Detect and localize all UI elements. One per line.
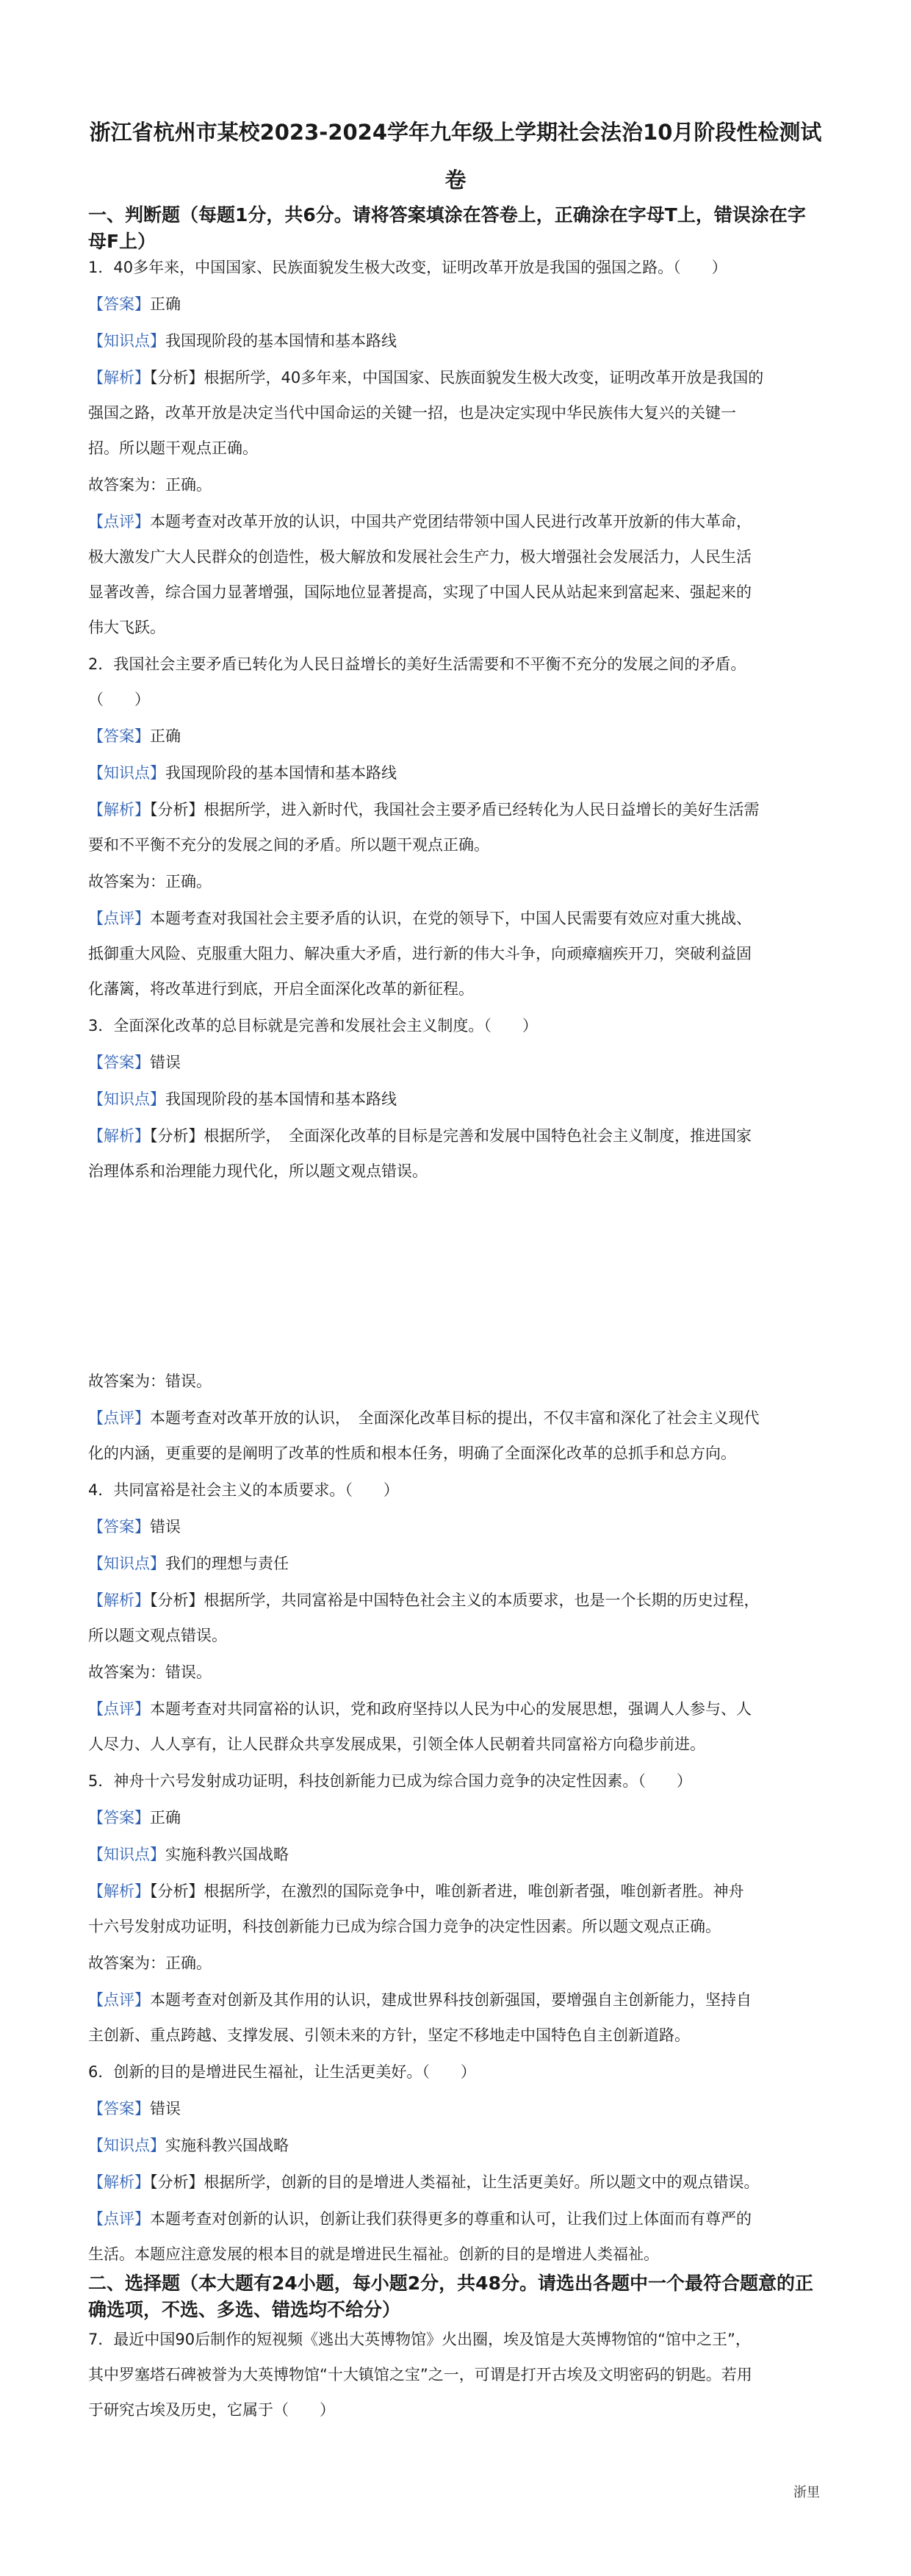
- comment-text: 本题考查对改革开放的认识，中国共产党团结带领中国人民进行改革开放新的伟大革命，: [150, 513, 752, 530]
- answer-line: [88, 2091, 823, 2126]
- knowledge-value: 实施科教兴国战略: [165, 1846, 289, 1863]
- answer-value: 正确: [150, 295, 181, 313]
- knowledge-tag: 【知识点】: [88, 764, 165, 782]
- comment-tag: 【点评】: [88, 513, 150, 530]
- knowledge-line: [88, 1082, 823, 1117]
- question-1: 1．40多年来，中国国家、民族面貌发生极大改变，证明改革开放是我国的强国之路。（ ）: [88, 259, 727, 276]
- answer-line: [88, 1045, 823, 1080]
- analysis-tag: 【解析】: [88, 801, 150, 819]
- comment-line: [88, 2201, 823, 2237]
- question-7: 7．最近中国90后制作的短视频《逃出大英博物馆》火出圈，埃及馆是大英博物馆的“馆中之王”，: [88, 2331, 751, 2348]
- analysis-text: 治理体系和治理能力现代化，所以题文观点错误。: [88, 1162, 428, 1180]
- knowledge-tag: 【知识点】: [88, 1555, 165, 1572]
- document-title-line2: 卷: [444, 168, 467, 193]
- question-6: 6．创新的目的是增进民生福祉，让生活更美好。（ ）: [88, 2063, 476, 2081]
- analysis-tag: 【解析】: [88, 1127, 150, 1145]
- answer-tag: 【答案】: [88, 727, 150, 745]
- comment-text: 抵御重大风险、克服重大阻力、解决重大矛盾，进行新的伟大斗争，向顽瘴痼疾开刀，突破利益固: [88, 945, 752, 963]
- analysis-line: [88, 1118, 823, 1154]
- analysis-text: 十六号发射成功证明，科技创新能力已成为综合国力竞争的决定性因素。所以题文观点正确。: [88, 1918, 721, 1935]
- comment-tag: 【点评】: [88, 910, 150, 927]
- knowledge-value: 我国现阶段的基本国情和基本路线: [165, 1090, 397, 1108]
- analysis-text: 招。所以题干观点正确。: [88, 439, 258, 457]
- comment-text: 本题考查对我国社会主要矛盾的认识，在党的领导下，中国人民需要有效应对重大挑战、: [150, 910, 752, 927]
- comment-text: 本题考查对创新及其作用的认识，建成世界科技创新强国，要增强自主创新能力，坚持自: [150, 1991, 752, 2009]
- analysis-line: [88, 360, 823, 395]
- comment-text: 生活。本题应注意发展的根本目的就是增进民生福祉。创新的目的是增进人类福祉。: [88, 2245, 659, 2263]
- knowledge-tag: 【知识点】: [88, 2137, 165, 2154]
- conclusion: 故答案为：正确。: [88, 1954, 212, 1972]
- answer-value: 正确: [150, 727, 181, 745]
- comment-text: 本题考查对创新的认识，创新让我们获得更多的尊重和认可，让我们过上体面而有尊严的: [150, 2210, 752, 2228]
- analysis-text: 所以题文观点错误。: [88, 1627, 227, 1644]
- analysis-text: 强国之路，改革开放是决定当代中国命运的关键一招，也是决定实现中华民族伟大复兴的关键一: [88, 404, 736, 422]
- question-5: 5．神舟十六号发射成功证明，科技创新能力已成为综合国力竞争的决定性因素。（ ）: [88, 1772, 692, 1790]
- analysis-text: 【分析】根据所学， 全面深化改革的目标是完善和发展中国特色社会主义制度，推进国家: [150, 1127, 752, 1145]
- analysis-line: [88, 2165, 823, 2200]
- analysis-text: 【分析】根据所学，创新的目的是增进人类福祉，让生活更美好。所以题文中的观点错误。: [150, 2173, 760, 2191]
- conclusion: 故答案为：正确。: [88, 476, 212, 494]
- answer-line: [88, 1800, 823, 1835]
- comment-tag: 【点评】: [88, 1409, 150, 1427]
- analysis-line: [88, 1874, 823, 1909]
- comment-text: 人尽力、人人享有，让人民群众共享发展成果，引领全体人民朝着共同富裕方向稳步前进。: [88, 1735, 705, 1753]
- answer-value: 错误: [150, 2100, 181, 2118]
- analysis-text: 【分析】根据所学，进入新时代，我国社会主要矛盾已经转化为人民日益增长的美好生活需: [150, 801, 760, 819]
- comment-tag: 【点评】: [88, 1991, 150, 2009]
- comment-text: 主创新、重点跨越、支撑发展、引领未来的方针，坚定不移地走中国特色自主创新道路。: [88, 2026, 690, 2044]
- conclusion: 故答案为：正确。: [88, 873, 212, 891]
- analysis-tag: 【解析】: [88, 369, 150, 386]
- knowledge-line: [88, 2128, 823, 2163]
- comment-text: 显著改善，综合国力显著增强，国际地位显著提高，实现了中国人民从站起来到富起来、强起来的: [88, 583, 752, 601]
- question-3: 3．全面深化改革的总目标就是完善和发展社会主义制度。（ ）: [88, 1017, 538, 1035]
- comment-line: [88, 1400, 823, 1436]
- comment-text: 化的内涵，更重要的是阐明了改革的性质和根本任务，明确了全面深化改革的总抓手和总方向。: [88, 1444, 736, 1462]
- conclusion: 故答案为：错误。: [88, 1372, 212, 1390]
- answer-tag: 【答案】: [88, 1809, 150, 1827]
- comment-text: 伟大飞跃。: [88, 619, 165, 636]
- question-2: 2．我国社会主要矛盾已转化为人民日益增长的美好生活需要和不平衡不充分的发展之间的矛盾。: [88, 655, 746, 673]
- answer-value: 正确: [150, 1809, 181, 1827]
- knowledge-tag: 【知识点】: [88, 332, 165, 350]
- question-4: 4．共同富裕是社会主义的本质要求。（ ）: [88, 1481, 399, 1499]
- analysis-text: 【分析】根据所学，共同富裕是中国特色社会主义的本质要求，也是一个长期的历史过程，: [150, 1591, 760, 1609]
- comment-tag: 【点评】: [88, 1700, 150, 1718]
- question-7-cont: 其中罗塞塔石碑被誉为大英博物馆“十大镇馆之宝”之一，可谓是打开古埃及文明密码的钥匙。若用: [88, 2366, 752, 2383]
- comment-line: [88, 901, 823, 936]
- answer-tag: 【答案】: [88, 1518, 150, 1536]
- knowledge-line: [88, 1837, 823, 1872]
- analysis-tag: 【解析】: [88, 1591, 150, 1609]
- section1-heading: 一、判断题（每题1分，共6分。请将答案填涂在答卷上，正确涂在字母T上，错误涂在字: [88, 204, 806, 226]
- comment-text: 本题考查对改革开放的认识， 全面深化改革目标的提出，不仅丰富和深化了社会主义现代: [150, 1409, 760, 1427]
- answer-tag: 【答案】: [88, 2100, 150, 2118]
- section2-heading-cont: 确选项，不选、多选、错选均不给分）: [88, 2299, 401, 2320]
- analysis-text: 【分析】根据所学，在激烈的国际竞争中，唯创新者进，唯创新者强，唯创新者胜。神舟: [150, 1882, 744, 1900]
- knowledge-line: [88, 755, 823, 791]
- knowledge-line: [88, 1546, 823, 1581]
- comment-text: 化藩篱，将改革进行到底，开启全面深化改革的新征程。: [88, 980, 474, 998]
- answer-tag: 【答案】: [88, 1054, 150, 1071]
- question-2-cont: （ ）: [88, 691, 150, 708]
- section1-heading-cont: 母F上）: [88, 231, 156, 252]
- analysis-tag: 【解析】: [88, 2173, 150, 2191]
- knowledge-value: 我国现阶段的基本国情和基本路线: [165, 332, 397, 350]
- analysis-text: 【分析】根据所学，40多年来，中国国家、民族面貌发生极大改变，证明改革开放是我国的: [150, 369, 764, 386]
- comment-line: [88, 1691, 823, 1727]
- knowledge-value: 我国现阶段的基本国情和基本路线: [165, 764, 397, 782]
- question-7-cont: 于研究古埃及历史，它属于（ ）: [88, 2401, 335, 2419]
- analysis-text: 要和不平衡不充分的发展之间的矛盾。所以题干观点正确。: [88, 836, 489, 854]
- comment-line: [88, 504, 823, 539]
- footer-mark: 浙里: [793, 2485, 820, 2500]
- knowledge-tag: 【知识点】: [88, 1090, 165, 1108]
- analysis-line: [88, 792, 823, 827]
- knowledge-value: 我们的理想与责任: [165, 1555, 289, 1572]
- answer-line: [88, 719, 823, 754]
- document-title-line1: 浙江省杭州市某校2023-2024学年九年级上学期社会法治10月阶段性检测试: [89, 120, 822, 145]
- knowledge-line: [88, 323, 823, 359]
- comment-line: [88, 1982, 823, 2018]
- section2-heading: 二、选择题（本大题有24小题，每小题2分，共48分。请选出各题中一个最符合题意的正: [88, 2273, 813, 2294]
- knowledge-tag: 【知识点】: [88, 1846, 165, 1863]
- analysis-line: [88, 1583, 823, 1618]
- comment-text: 极大激发广大人民群众的创造性，极大解放和发展社会生产力，极大增强社会发展活力，人民生活: [88, 548, 752, 566]
- answer-value: 错误: [150, 1518, 181, 1536]
- comment-tag: 【点评】: [88, 2210, 150, 2228]
- knowledge-value: 实施科教兴国战略: [165, 2137, 289, 2154]
- answer-tag: 【答案】: [88, 295, 150, 313]
- answer-value: 错误: [150, 1054, 181, 1071]
- answer-line: [88, 287, 823, 322]
- conclusion: 故答案为：错误。: [88, 1663, 212, 1681]
- answer-line: [88, 1509, 823, 1544]
- comment-text: 本题考查对共同富裕的认识，党和政府坚持以人民为中心的发展思想，强调人人参与、人: [150, 1700, 752, 1718]
- analysis-tag: 【解析】: [88, 1882, 150, 1900]
